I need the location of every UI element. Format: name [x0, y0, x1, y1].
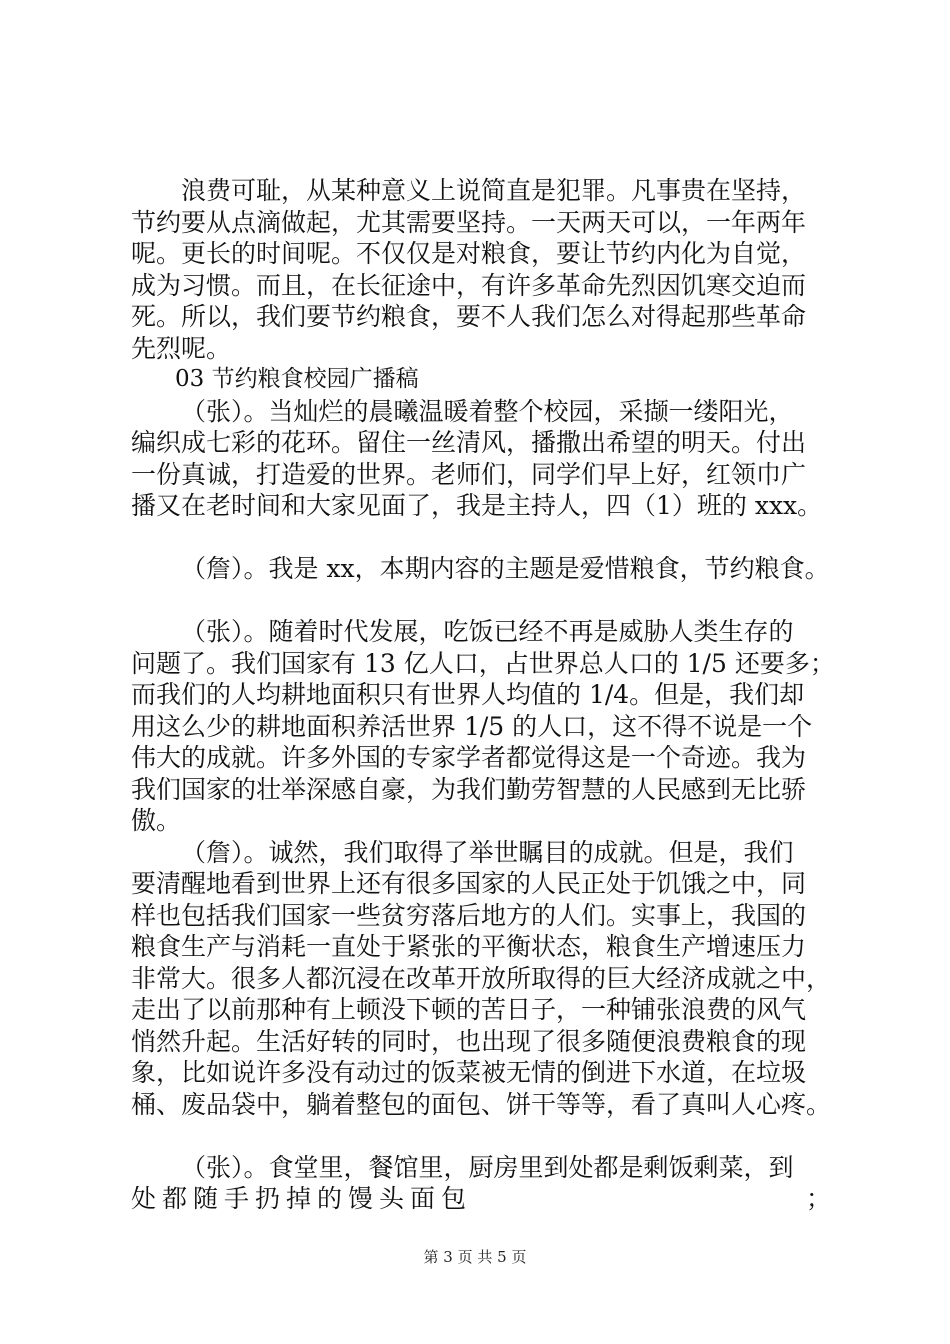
text-line: 桶、废品袋中，躺着整包的面包、饼干等等，看了真叫人心疼。 — [131, 1089, 832, 1119]
text-line: 一份真诚，打造爱的世界。老师们，同学们早上好，红领巾广 — [131, 459, 807, 489]
text-line: 粮食生产与消耗一直处于紧张的平衡状态，粮食生产增速压力 — [131, 932, 807, 961]
text-line: 要清醒地看到世界上还有很多国家的人民正处于饥饿之中，同 — [131, 869, 807, 898]
page-number-footer: 第 3 页 共 5 页 — [423, 1248, 527, 1266]
text-line: 傲。 — [131, 806, 182, 835]
section-heading: 03 节约粮食校园广播稿 — [175, 366, 419, 392]
text-line: 伟大的成就。许多外国的专家学者都觉得这是一个奇迹。我为 — [131, 743, 807, 772]
text-line: 而我们的人均耕地面积只有世界人均值的 1/4。但是，我们却 — [131, 680, 805, 709]
paragraph-gap — [131, 522, 831, 554]
text-line: 象，比如说许多没有动过的饭菜被无情的倒进下水道，在垃圾 — [131, 1058, 807, 1087]
text-line: 问题了。我们国家有 13 亿人口，占世界总人口的 1/5 还要多； — [131, 648, 835, 678]
text-line: （张）。食堂里，餐馆里，厨房里到处都是剩饭剩菜，到 — [181, 1152, 794, 1182]
text-line: 播又在老时间和大家见面了，我是主持人，四（1）班的 xxx。 — [131, 491, 823, 520]
paragraph-gap — [131, 585, 831, 617]
text-line: 走出了以前那种有上顿没下顿的苦日子，一种铺张浪费的风气 — [131, 995, 807, 1024]
text-fragment: ； — [805, 1184, 831, 1213]
text-line: （张）。当灿烂的晨曦温暖着整个校园，采撷一缕阳光， — [181, 396, 794, 426]
text-line: （张）。随着时代发展，吃饭已经不再是威胁人类生存的 — [181, 617, 794, 646]
text-fragment: 处都随手扔掉的馒头面包 — [131, 1184, 473, 1213]
text-line-justified — [131, 1183, 831, 1215]
text-line: 成为习惯。而且，在长征途中，有许多革命先烈因饥寒交迫而 — [131, 270, 807, 300]
text-line: （詹）。我是 xx，本期内容的主题是爱惜粮食，节约粮食。 — [181, 554, 830, 583]
text-line: 呢。更长的时间呢。不仅仅是对粮食，要让节约内化为自觉， — [131, 239, 807, 268]
text-line: 浪费可耻，从某种意义上说简直是犯罪。凡事贵在坚持， — [181, 176, 807, 205]
text-line: 先烈呢。 — [131, 333, 232, 363]
text-line: 用这么少的耕地面积养活世界 1/5 的人口，这不得不说是一个 — [131, 711, 813, 741]
text-line: 样也包括我们国家一些贫穷落后地方的人们。实事上，我国的 — [131, 900, 807, 930]
text-line: 非常大。很多人都沉浸在改革开放所取得的巨大经济成就之中， — [131, 963, 832, 993]
document-body — [131, 175, 835, 1215]
text-line: 死。所以，我们要节约粮食，要不人我们怎么对得起那些革命 — [131, 302, 807, 331]
paragraph-gap — [131, 1120, 831, 1152]
text-line: （詹）。诚然，我们取得了举世瞩目的成就。但是，我们 — [181, 837, 794, 867]
text-line: 我们国家的壮举深感自豪，为我们勤劳智慧的人民感到无比骄 — [131, 774, 807, 804]
text-line: 编织成七彩的花环。留住一丝清风，播撒出希望的明天。付出 — [131, 428, 807, 457]
text-line: 悄然升起。生活好转的同时，也出现了很多随便浪费粮食的现 — [131, 1026, 807, 1056]
text-line: 节约要从点滴做起，尤其需要坚持。一天两天可以，一年两年 — [131, 207, 807, 237]
